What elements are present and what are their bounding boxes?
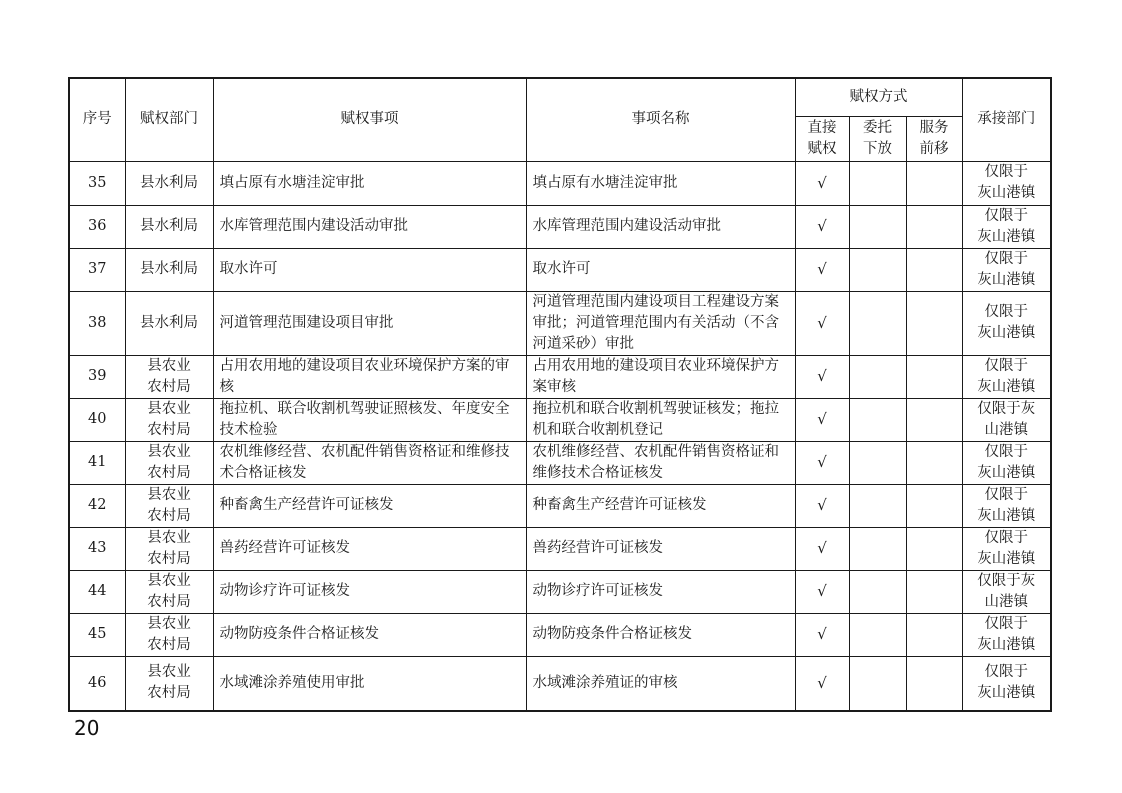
cell-name: 水库管理范围内建设活动审批 — [526, 205, 795, 248]
cell-seq: 42 — [69, 484, 125, 527]
cell-method-service — [906, 656, 962, 711]
cell-recipient: 仅限于 灰山港镇 — [962, 527, 1051, 570]
cell-seq: 44 — [69, 570, 125, 613]
cell-item: 填占原有水塘洼淀审批 — [213, 161, 526, 205]
cell-dept: 县农业 农村局 — [125, 484, 213, 527]
cell-method-entrust — [849, 613, 906, 656]
table-row — [69, 527, 1051, 570]
cell-recipient: 仅限于 灰山港镇 — [962, 161, 1051, 205]
cell-dept: 县农业 农村局 — [125, 656, 213, 711]
cell-method-service — [906, 613, 962, 656]
cell-method-service — [906, 248, 962, 291]
cell-method-direct: √ — [795, 441, 849, 484]
cell-item: 取水许可 — [213, 248, 526, 291]
cell-dept: 县农业 农村局 — [125, 441, 213, 484]
cell-dept: 县水利局 — [125, 161, 213, 205]
cell-seq: 40 — [69, 398, 125, 441]
page-number: 20 — [74, 716, 100, 740]
cell-seq: 43 — [69, 527, 125, 570]
cell-method-service — [906, 484, 962, 527]
header-recipient: 承接部门 — [962, 78, 1051, 161]
cell-method-entrust — [849, 398, 906, 441]
header-method-entrust: 委托 下放 — [849, 116, 906, 161]
cell-recipient: 仅限于 灰山港镇 — [962, 441, 1051, 484]
cell-seq: 37 — [69, 248, 125, 291]
cell-dept: 县农业 农村局 — [125, 398, 213, 441]
cell-seq: 45 — [69, 613, 125, 656]
cell-name: 占用农用地的建设项目农业环境保护方案审核 — [526, 355, 795, 398]
cell-recipient: 仅限于 灰山港镇 — [962, 205, 1051, 248]
cell-dept: 县农业 农村局 — [125, 355, 213, 398]
cell-recipient: 仅限于 灰山港镇 — [962, 248, 1051, 291]
cell-recipient: 仅限于灰 山港镇 — [962, 570, 1051, 613]
cell-dept: 县水利局 — [125, 248, 213, 291]
cell-method-entrust — [849, 205, 906, 248]
table-row — [69, 291, 1051, 355]
cell-name: 填占原有水塘洼淀审批 — [526, 161, 795, 205]
cell-name: 农机维修经营、农机配件销售资格证和维修技术合格证核发 — [526, 441, 795, 484]
cell-recipient: 仅限于 灰山港镇 — [962, 656, 1051, 711]
cell-method-direct: √ — [795, 613, 849, 656]
cell-item: 水库管理范围内建设活动审批 — [213, 205, 526, 248]
table-header — [69, 78, 1051, 161]
cell-recipient: 仅限于 灰山港镇 — [962, 613, 1051, 656]
table-row — [69, 656, 1051, 711]
cell-method-entrust — [849, 248, 906, 291]
header-seq: 序号 — [69, 78, 125, 161]
table-row — [69, 441, 1051, 484]
cell-name: 水域滩涂养殖证的审核 — [526, 656, 795, 711]
cell-item: 兽药经营许可证核发 — [213, 527, 526, 570]
authorization-table — [68, 77, 1052, 712]
cell-item: 种畜禽生产经营许可证核发 — [213, 484, 526, 527]
cell-item: 河道管理范围建设项目审批 — [213, 291, 526, 355]
cell-method-direct: √ — [795, 484, 849, 527]
cell-method-service — [906, 398, 962, 441]
table-row — [69, 484, 1051, 527]
cell-dept: 县水利局 — [125, 291, 213, 355]
cell-method-entrust — [849, 656, 906, 711]
cell-method-entrust — [849, 570, 906, 613]
cell-name: 河道管理范围内建设项目工程建设方案审批；河道管理范围内有关活动（不含河道采砂）审批 — [526, 291, 795, 355]
cell-method-direct: √ — [795, 161, 849, 205]
cell-method-direct: √ — [795, 570, 849, 613]
cell-seq: 46 — [69, 656, 125, 711]
cell-name: 兽药经营许可证核发 — [526, 527, 795, 570]
table-row — [69, 355, 1051, 398]
cell-method-service — [906, 355, 962, 398]
table-row — [69, 248, 1051, 291]
cell-method-entrust — [849, 527, 906, 570]
cell-seq: 38 — [69, 291, 125, 355]
cell-item: 拖拉机、联合收割机驾驶证照核发、年度安全技术检验 — [213, 398, 526, 441]
cell-seq: 36 — [69, 205, 125, 248]
cell-name: 动物防疫条件合格证核发 — [526, 613, 795, 656]
cell-seq: 35 — [69, 161, 125, 205]
header-row-1 — [69, 78, 1051, 116]
cell-name: 拖拉机和联合收割机驾驶证核发；拖拉机和联合收割机登记 — [526, 398, 795, 441]
cell-item: 占用农用地的建设项目农业环境保护方案的审核 — [213, 355, 526, 398]
table-row — [69, 613, 1051, 656]
cell-name: 动物诊疗许可证核发 — [526, 570, 795, 613]
cell-recipient: 仅限于灰 山港镇 — [962, 398, 1051, 441]
cell-method-direct: √ — [795, 527, 849, 570]
cell-method-entrust — [849, 355, 906, 398]
cell-method-service — [906, 205, 962, 248]
cell-item: 水域滩涂养殖使用审批 — [213, 656, 526, 711]
table-row — [69, 161, 1051, 205]
cell-method-entrust — [849, 291, 906, 355]
cell-method-direct: √ — [795, 355, 849, 398]
cell-method-direct: √ — [795, 398, 849, 441]
cell-recipient: 仅限于 灰山港镇 — [962, 484, 1051, 527]
header-item: 赋权事项 — [213, 78, 526, 161]
table-row — [69, 205, 1051, 248]
cell-seq: 39 — [69, 355, 125, 398]
cell-recipient: 仅限于 灰山港镇 — [962, 355, 1051, 398]
cell-recipient: 仅限于 灰山港镇 — [962, 291, 1051, 355]
table-row — [69, 398, 1051, 441]
cell-dept: 县农业 农村局 — [125, 570, 213, 613]
cell-item: 动物诊疗许可证核发 — [213, 570, 526, 613]
cell-method-entrust — [849, 484, 906, 527]
cell-method-direct: √ — [795, 248, 849, 291]
cell-method-direct: √ — [795, 656, 849, 711]
cell-seq: 41 — [69, 441, 125, 484]
cell-method-service — [906, 161, 962, 205]
cell-dept: 县农业 农村局 — [125, 613, 213, 656]
cell-method-direct: √ — [795, 291, 849, 355]
cell-name: 种畜禽生产经营许可证核发 — [526, 484, 795, 527]
cell-method-direct: √ — [795, 205, 849, 248]
cell-name: 取水许可 — [526, 248, 795, 291]
cell-item: 农机维修经营、农机配件销售资格证和维修技术合格证核发 — [213, 441, 526, 484]
cell-method-service — [906, 570, 962, 613]
cell-method-service — [906, 527, 962, 570]
cell-method-service — [906, 291, 962, 355]
cell-method-entrust — [849, 161, 906, 205]
header-method-direct: 直接 赋权 — [795, 116, 849, 161]
cell-dept: 县农业 农村局 — [125, 527, 213, 570]
header-dept: 赋权部门 — [125, 78, 213, 161]
cell-dept: 县水利局 — [125, 205, 213, 248]
header-method-service: 服务 前移 — [906, 116, 962, 161]
cell-method-entrust — [849, 441, 906, 484]
cell-item: 动物防疫条件合格证核发 — [213, 613, 526, 656]
header-method-group: 赋权方式 — [795, 78, 962, 116]
table-body — [69, 161, 1051, 711]
table-row — [69, 570, 1051, 613]
header-name: 事项名称 — [526, 78, 795, 161]
cell-method-service — [906, 441, 962, 484]
